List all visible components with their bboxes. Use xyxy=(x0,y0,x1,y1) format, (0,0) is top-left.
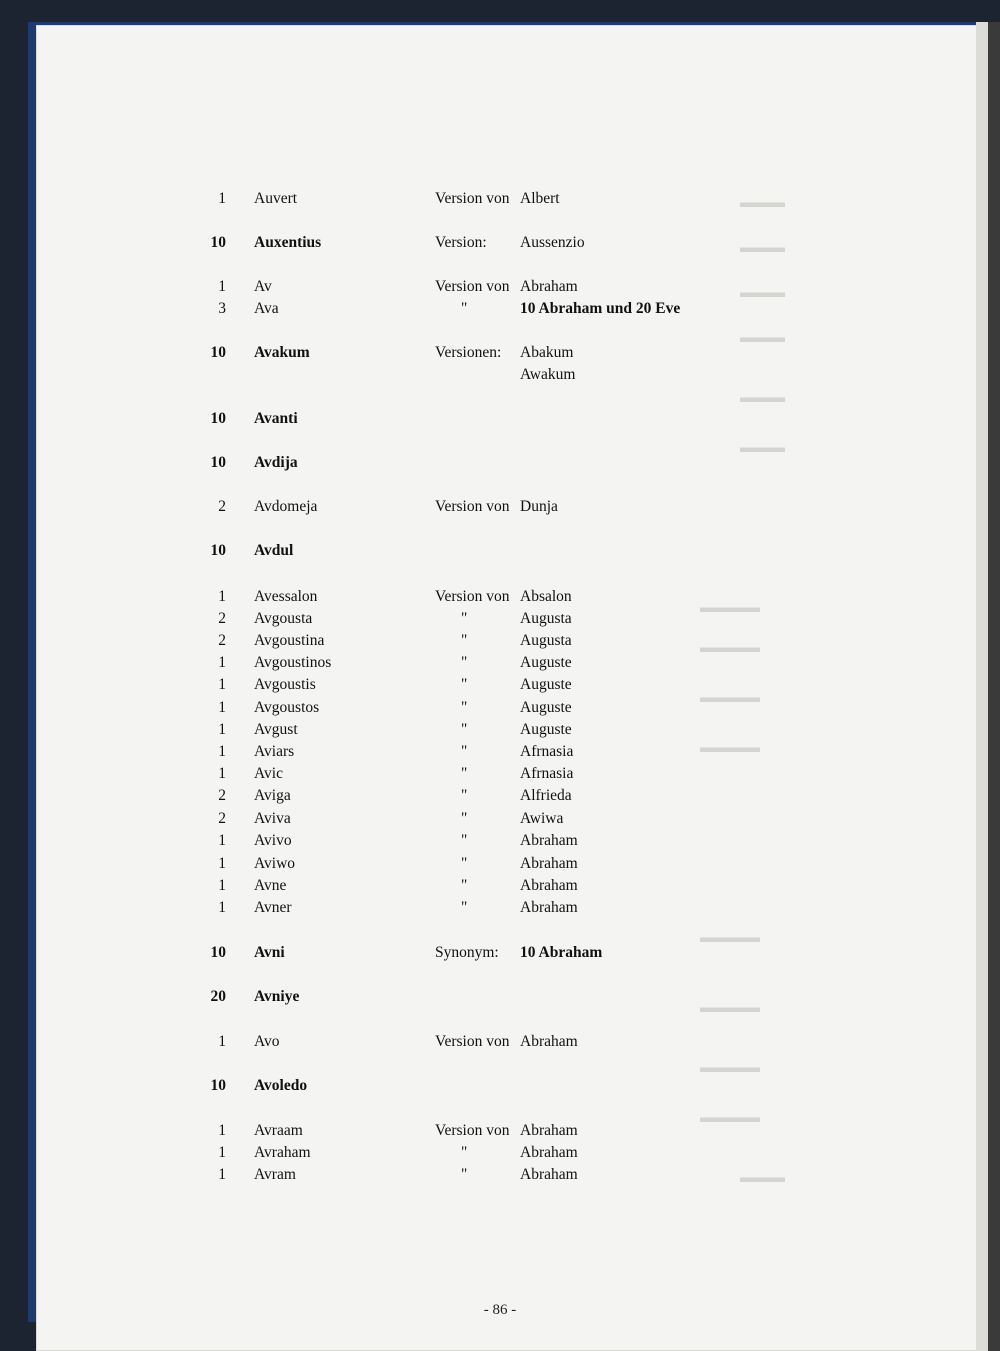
entry-relation: " xyxy=(461,832,468,849)
entry-count: 3 xyxy=(218,300,226,317)
entry-name: Avgoustina xyxy=(254,632,325,649)
entry-reference: Abraham xyxy=(520,899,578,916)
entry-reference: Awakum xyxy=(520,366,576,383)
entry-row xyxy=(0,300,1000,322)
entry-name: Auvert xyxy=(254,190,298,207)
entry-count: 1 xyxy=(218,1122,226,1139)
entry-name: Avo xyxy=(254,1033,280,1050)
entry-relation: " xyxy=(461,1166,468,1183)
entry-name: Aviwo xyxy=(254,855,296,872)
entry-count: 1 xyxy=(218,278,226,295)
entry-reference: 10 Abraham und 20 Eve xyxy=(520,300,681,317)
entry-count: 2 xyxy=(218,632,226,649)
entry-row xyxy=(0,721,1000,743)
entry-name: Avgoustis xyxy=(254,676,316,693)
entry-count: 1 xyxy=(218,699,226,716)
entry-row xyxy=(0,787,1000,809)
entry-name: Avgousta xyxy=(254,610,313,627)
entry-reference: Augusta xyxy=(520,610,572,627)
entry-relation: " xyxy=(461,877,468,894)
entry-name: Avgoustos xyxy=(254,699,320,716)
entry-relation: " xyxy=(461,654,468,671)
entry-reference: Abraham xyxy=(520,1033,578,1050)
entry-reference: Aussenzio xyxy=(520,234,585,251)
entry-count: 20 xyxy=(210,988,226,1005)
entry-row xyxy=(0,278,1000,300)
entry-count: 1 xyxy=(218,721,226,738)
entry-name: Avanti xyxy=(254,410,298,427)
entry-count: 2 xyxy=(218,810,226,827)
entry-name: Avivo xyxy=(254,832,292,849)
entry-row xyxy=(0,542,1000,564)
entry-row xyxy=(0,190,1000,212)
entry-count: 1 xyxy=(218,765,226,782)
entry-count: 1 xyxy=(218,743,226,760)
entry-name: Avoledo xyxy=(254,1077,308,1094)
entry-relation: Version von xyxy=(435,588,510,605)
entry-name: Avne xyxy=(254,877,287,894)
entry-row xyxy=(0,1077,1000,1099)
entry-row xyxy=(0,632,1000,654)
entry-count: 10 xyxy=(210,1077,226,1094)
entry-reference: Auguste xyxy=(520,654,572,671)
entry-name: Aviva xyxy=(254,810,291,827)
page-number: - 86 - xyxy=(483,1302,517,1318)
entry-reference: Dunja xyxy=(520,498,558,515)
entry-count: 2 xyxy=(218,498,226,515)
entry-name: Avniye xyxy=(254,988,300,1005)
entry-relation: " xyxy=(461,300,468,317)
entry-relation: Version von xyxy=(435,1122,510,1139)
entry-reference: Auguste xyxy=(520,721,572,738)
entry-reference: Afrnasia xyxy=(520,765,574,782)
entry-count: 1 xyxy=(218,877,226,894)
entry-row xyxy=(0,1166,1000,1188)
entry-relation: " xyxy=(461,721,468,738)
entry-relation: " xyxy=(461,743,468,760)
entry-name: Avic xyxy=(254,765,283,782)
entry-reference: Absalon xyxy=(520,588,572,605)
entry-relation: Version von xyxy=(435,498,510,515)
entry-row xyxy=(0,410,1000,432)
entry-reference: Abraham xyxy=(520,278,578,295)
entry-name: Ava xyxy=(254,300,279,317)
entry-relation: Synonym: xyxy=(435,944,499,961)
entry-row xyxy=(0,344,1000,366)
entry-name: Avgust xyxy=(254,721,298,738)
entry-relation: Version von xyxy=(435,278,510,295)
entry-count: 1 xyxy=(218,1033,226,1050)
entry-name: Avraham xyxy=(254,1144,311,1161)
entry-relation: " xyxy=(461,810,468,827)
entry-row xyxy=(0,699,1000,721)
entry-reference: Abraham xyxy=(520,1166,578,1183)
entry-row xyxy=(0,944,1000,966)
entry-count: 1 xyxy=(218,855,226,872)
entry-name: Avni xyxy=(254,944,285,961)
entry-count: 1 xyxy=(218,899,226,916)
entry-count: 1 xyxy=(218,588,226,605)
entry-count: 10 xyxy=(210,944,226,961)
entry-row xyxy=(0,588,1000,610)
entry-count: 10 xyxy=(210,410,226,427)
entry-row xyxy=(0,498,1000,520)
entry-row xyxy=(0,855,1000,877)
entry-row xyxy=(0,988,1000,1010)
entry-name: Avram xyxy=(254,1166,296,1183)
entry-relation: Version von xyxy=(435,190,510,207)
entry-name: Avraam xyxy=(254,1122,303,1139)
entry-row xyxy=(0,765,1000,787)
entry-name: Avdija xyxy=(254,454,298,471)
entry-reference: Abraham xyxy=(520,877,578,894)
entry-count: 10 xyxy=(210,234,226,251)
entry-reference: Auguste xyxy=(520,676,572,693)
entry-row xyxy=(0,1122,1000,1144)
entry-row xyxy=(0,743,1000,765)
entry-count: 10 xyxy=(210,542,226,559)
entry-reference: 10 Abraham xyxy=(520,944,603,961)
entry-name: Avessalon xyxy=(254,588,318,605)
entry-name: Aviga xyxy=(254,787,291,804)
entry-name: Avgoustinos xyxy=(254,654,332,671)
entry-count: 1 xyxy=(218,676,226,693)
entry-reference: Auguste xyxy=(520,699,572,716)
entry-name: Auxentius xyxy=(254,234,322,251)
entry-name: Avdul xyxy=(254,542,294,559)
entry-count: 10 xyxy=(210,344,226,361)
entry-reference: Awiwa xyxy=(520,810,564,827)
entry-relation: Version: xyxy=(435,234,487,251)
entry-relation: Versionen: xyxy=(435,344,502,361)
entry-reference: Augusta xyxy=(520,632,572,649)
entry-relation: " xyxy=(461,610,468,627)
entry-relation: " xyxy=(461,787,468,804)
entry-row xyxy=(0,810,1000,832)
entry-count: 2 xyxy=(218,610,226,627)
entry-reference: Afrnasia xyxy=(520,743,574,760)
entry-relation: " xyxy=(461,899,468,916)
entry-reference: Albert xyxy=(520,190,560,207)
entry-count: 1 xyxy=(218,1166,226,1183)
entry-name: Aviars xyxy=(254,743,295,760)
entry-count: 1 xyxy=(218,190,226,207)
entry-count: 1 xyxy=(218,654,226,671)
entry-name: Av xyxy=(254,278,272,295)
entry-row xyxy=(0,610,1000,632)
entry-relation: " xyxy=(461,632,468,649)
entry-relation: " xyxy=(461,855,468,872)
entry-relation: " xyxy=(461,676,468,693)
entry-name: Avakum xyxy=(254,344,310,361)
entry-relation: " xyxy=(461,699,468,716)
entry-row xyxy=(0,676,1000,698)
entry-reference: Abraham xyxy=(520,855,578,872)
entry-row xyxy=(0,234,1000,256)
entry-count: 2 xyxy=(218,787,226,804)
entry-count: 1 xyxy=(218,1144,226,1161)
entry-row xyxy=(0,366,1000,388)
entry-relation: " xyxy=(461,765,468,782)
entry-row xyxy=(0,899,1000,921)
entry-row xyxy=(0,454,1000,476)
entry-row xyxy=(0,654,1000,676)
entry-row xyxy=(0,877,1000,899)
entry-reference: Alfrieda xyxy=(520,787,572,804)
entry-relation: Version von xyxy=(435,1033,510,1050)
entry-name: Avner xyxy=(254,899,292,916)
entry-reference: Abakum xyxy=(520,344,574,361)
entry-row xyxy=(0,1033,1000,1055)
entry-reference: Abraham xyxy=(520,1122,578,1139)
entry-relation: " xyxy=(461,1144,468,1161)
entry-reference: Abraham xyxy=(520,1144,578,1161)
entry-count: 1 xyxy=(218,832,226,849)
entry-count: 10 xyxy=(210,454,226,471)
entry-row xyxy=(0,832,1000,854)
entry-reference: Abraham xyxy=(520,832,578,849)
entry-name: Avdomeja xyxy=(254,498,318,515)
entry-row xyxy=(0,1144,1000,1166)
